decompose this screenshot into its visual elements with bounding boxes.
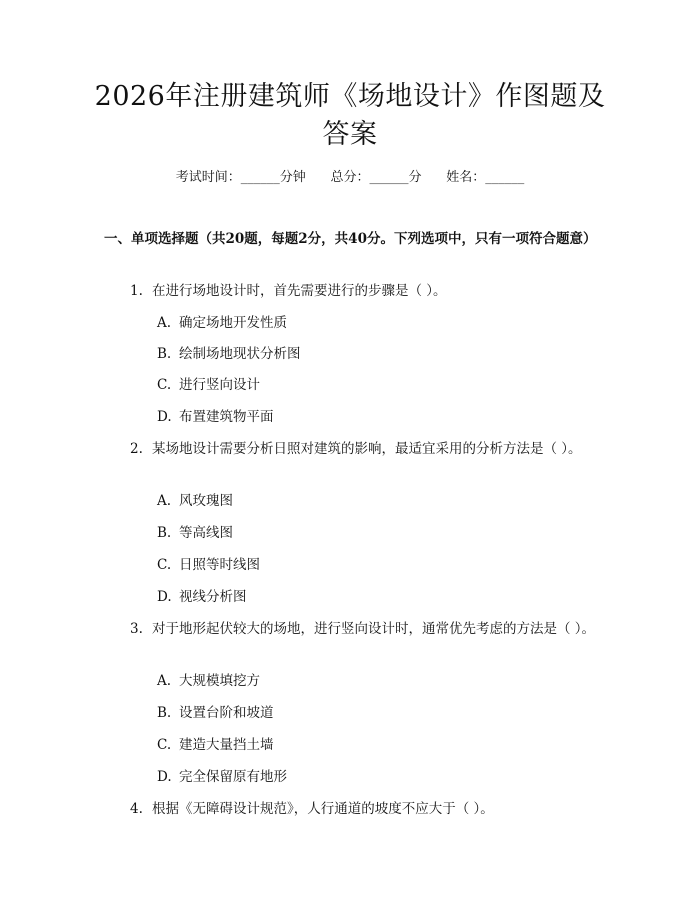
option-letter: D. bbox=[157, 769, 172, 785]
option-b bbox=[157, 703, 274, 723]
exam-info-line: 考试时间：______分钟 总分：______分 姓名：______ bbox=[175, 170, 525, 185]
question-text: 在进行场地设计时，首先需要进行的步骤是（ ）。 bbox=[152, 283, 447, 299]
option-text: 风玫瑰图 bbox=[179, 493, 233, 509]
option-d bbox=[157, 767, 287, 787]
option-letter: C. bbox=[157, 557, 172, 573]
option-text: 建造大量挡土墙 bbox=[179, 737, 274, 753]
page-title: 2026年注册建筑师《场地设计》作图题及答案 bbox=[94, 81, 606, 150]
option-d bbox=[157, 407, 274, 427]
question-text: 对于地形起伏较大的场地，进行竖向设计时，通常优先考虑的方法是（ ）。 bbox=[152, 621, 596, 637]
option-b bbox=[157, 344, 301, 364]
option-a bbox=[157, 671, 260, 691]
question-text: 根据《无障碍设计规范》，人行通道的坡度不应大于（ ）。 bbox=[152, 801, 494, 817]
option-b bbox=[157, 523, 233, 543]
question-3 bbox=[104, 619, 604, 640]
option-text: 视线分析图 bbox=[179, 589, 247, 605]
option-text: 确定场地开发性质 bbox=[179, 315, 287, 331]
option-text: 绘制场地现状分析图 bbox=[179, 346, 301, 362]
option-letter: C. bbox=[157, 737, 172, 753]
option-text: 进行竖向设计 bbox=[179, 377, 260, 393]
question-number: 2. bbox=[130, 441, 143, 457]
option-letter: D. bbox=[157, 409, 172, 425]
question-number: 4. bbox=[130, 801, 143, 817]
question-1 bbox=[104, 281, 604, 302]
option-c bbox=[157, 735, 274, 755]
option-text: 日照等时线图 bbox=[179, 557, 260, 573]
option-a bbox=[157, 491, 233, 511]
option-letter: A. bbox=[157, 315, 172, 331]
option-text: 布置建筑物平面 bbox=[179, 409, 274, 425]
option-d bbox=[157, 587, 247, 607]
option-text: 等高线图 bbox=[179, 525, 233, 541]
question-text: 某场地设计需要分析日照对建筑的影响，最适宜采用的分析方法是（ ）。 bbox=[152, 441, 582, 457]
option-c bbox=[157, 375, 260, 395]
option-letter: D. bbox=[157, 589, 172, 605]
option-letter: C. bbox=[157, 377, 172, 393]
option-text: 完全保留原有地形 bbox=[179, 769, 287, 785]
option-letter: B. bbox=[157, 525, 172, 541]
question-number: 1. bbox=[130, 283, 143, 299]
option-letter: B. bbox=[157, 705, 172, 721]
option-c bbox=[157, 555, 260, 575]
question-2 bbox=[104, 439, 604, 460]
option-a bbox=[157, 313, 287, 333]
question-number: 3. bbox=[130, 621, 143, 637]
question-4 bbox=[104, 799, 604, 820]
option-text: 设置台阶和坡道 bbox=[179, 705, 274, 721]
option-text: 大规模填挖方 bbox=[179, 673, 260, 689]
option-letter: A. bbox=[157, 493, 172, 509]
option-letter: B. bbox=[157, 346, 172, 362]
section-heading: 一、单项选择题（共20题，每题2分，共40分。下列选项中，只有一项符合题意） bbox=[104, 231, 597, 247]
option-letter: A. bbox=[157, 673, 172, 689]
